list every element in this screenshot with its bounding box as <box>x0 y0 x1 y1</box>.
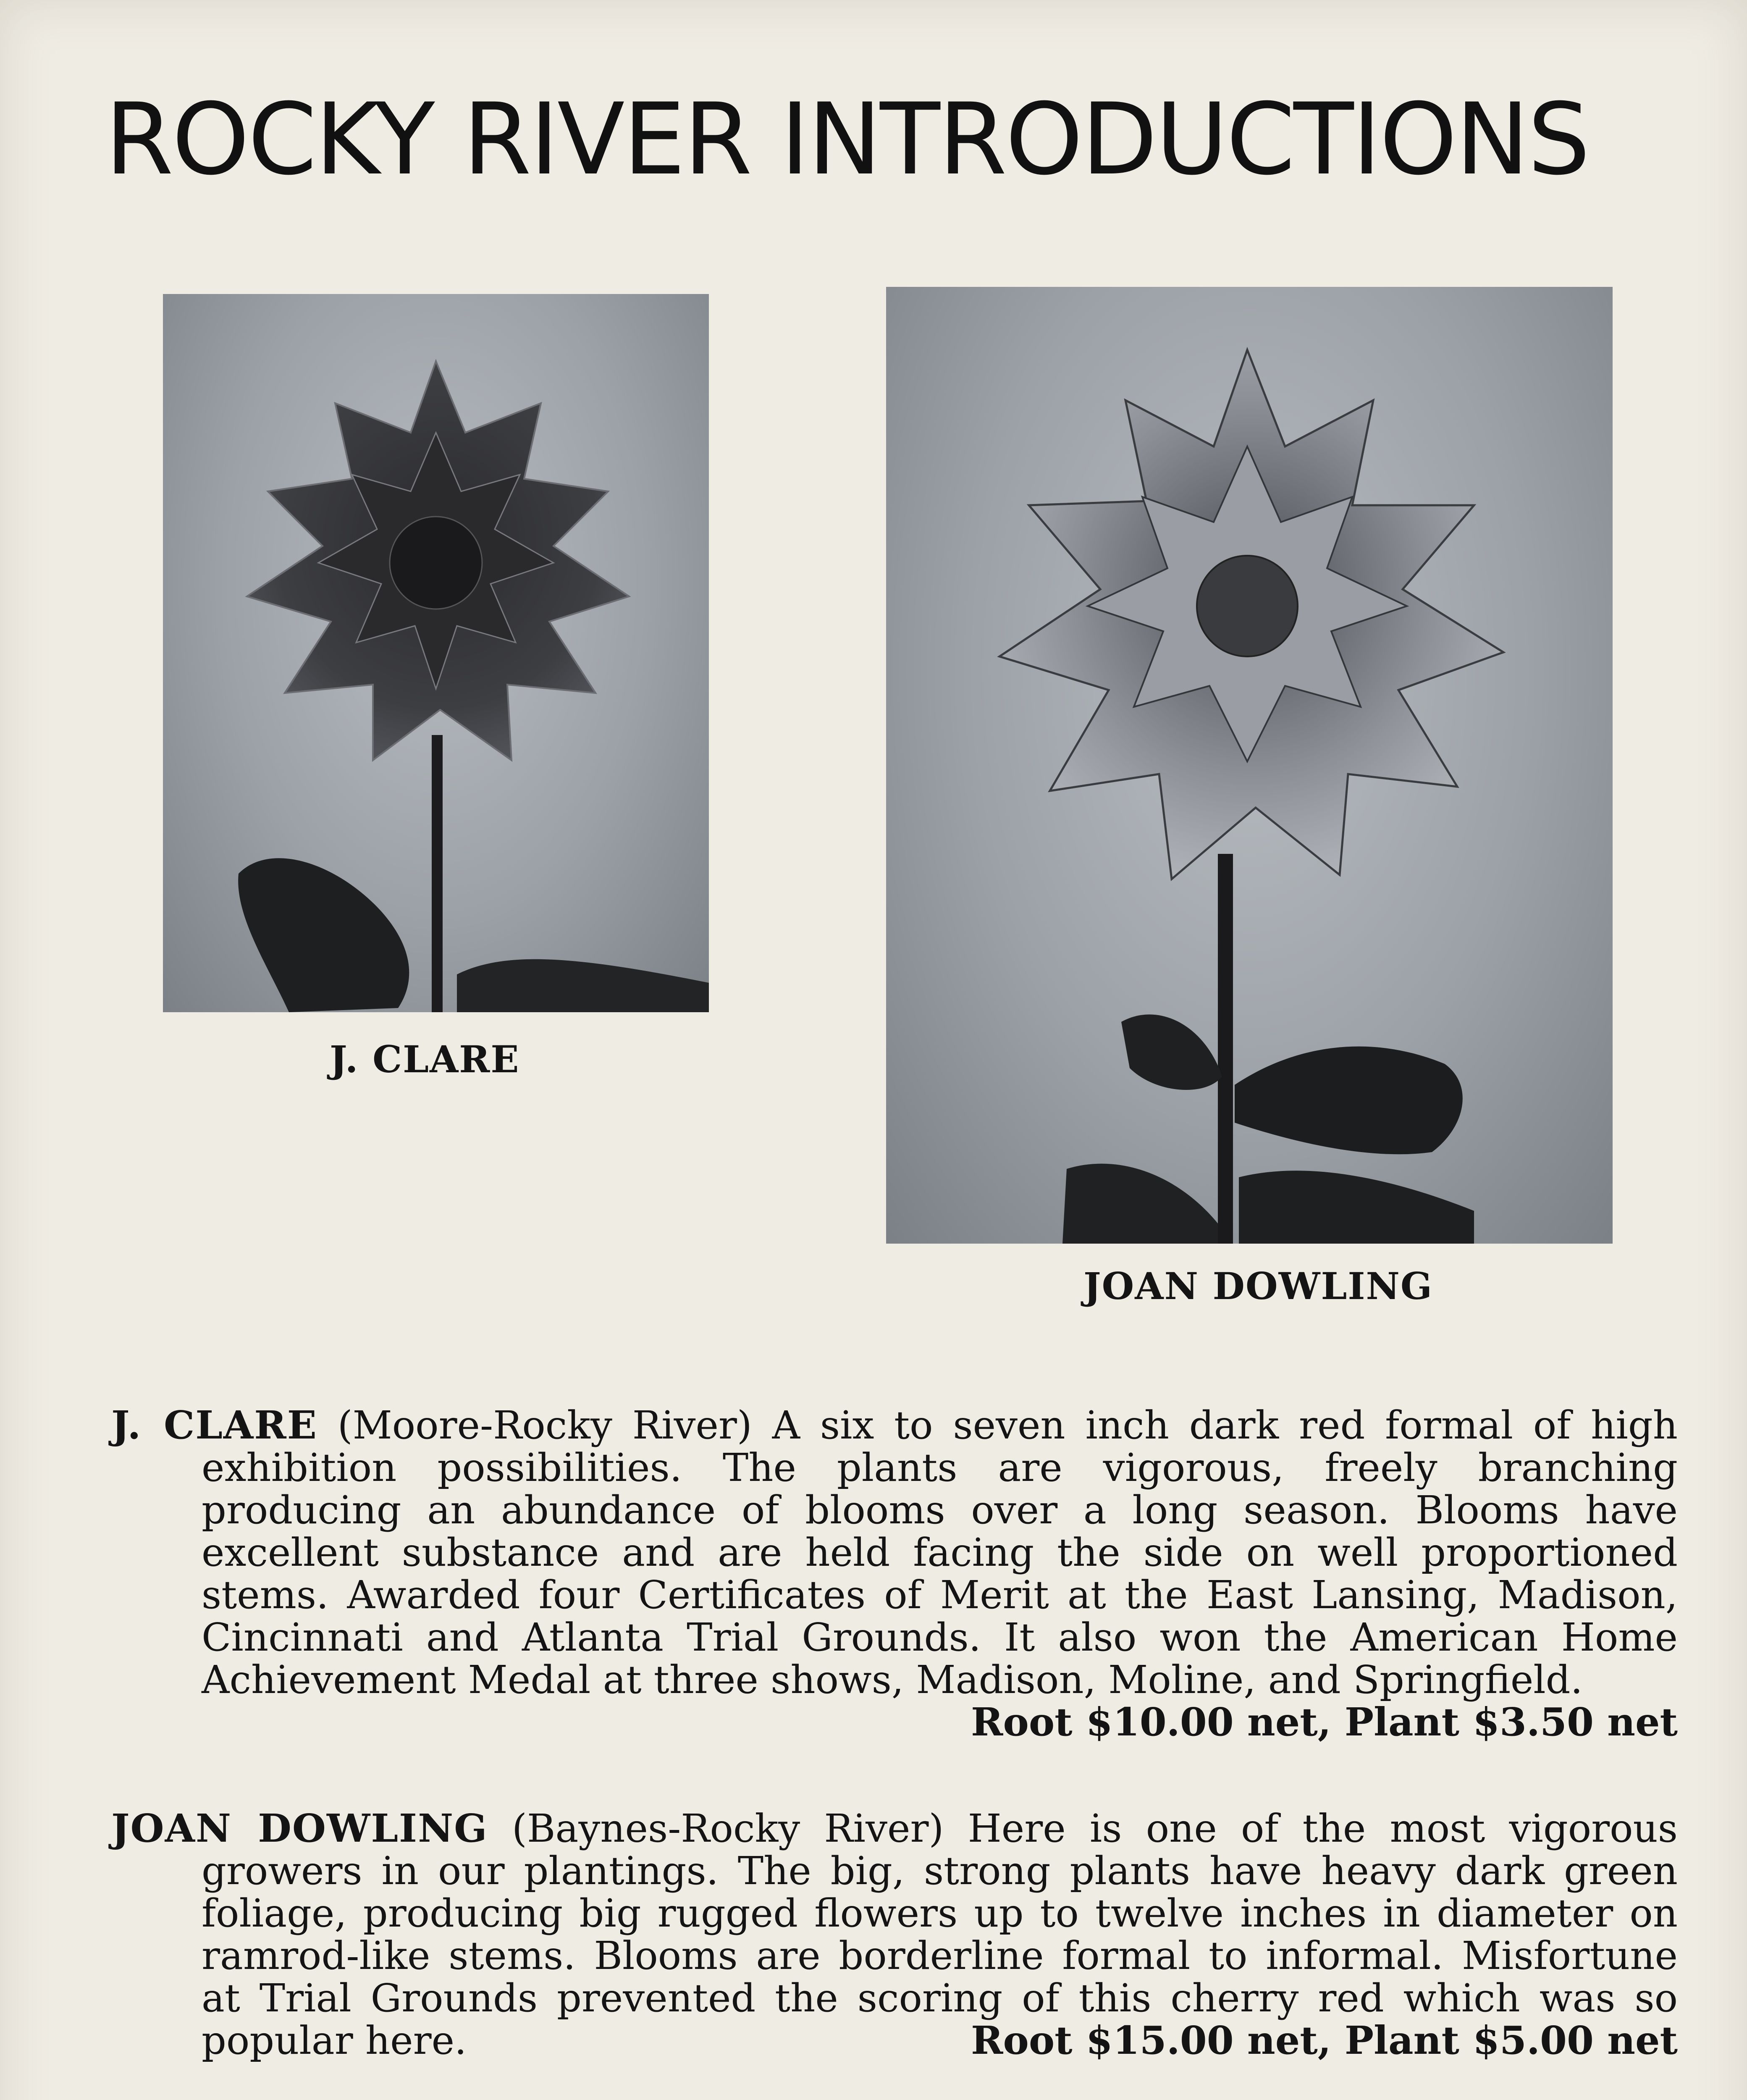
entry-price: Root $10.00 net, Plant $3.50 net <box>971 1699 1678 1745</box>
photo-j-clare <box>163 294 709 1012</box>
entry-name: J. CLARE <box>111 1402 317 1448</box>
entry-description: (Moore-Rocky River) A six to seven inch dark red formal of high exhibition possibilities. The plants are vigorous, freely branching producing an abundance of blooms over a long season. Blooms have excellent substance and are held facing the side on well proportioned stems. Awarded four Certificates of Merit at the East Lansing, Madison, Cincinnati and Atlanta Trial Grounds. It also won the American Home Achievement Medal at three shows, Madison, Moline, and Springfield. <box>202 1403 1678 1702</box>
entry-description: (Baynes-Rocky River) Here is one of the most vigorous growers in our plantings. The big, strong plants have heavy dark green foliage, producing big rugged flowers up to twelve inches in diameter on ramrod-like stems. Blooms are borderline formal to informal. Misfortune at Trial Grounds prevented the scoring of this cherry red which was so popular here. <box>202 1806 1678 2063</box>
photo-joan-dowling <box>886 287 1613 1244</box>
page-title: ROCKY RIVER INTRODUCTIONS <box>105 82 1589 197</box>
entry-name: JOAN DOWLING <box>111 1806 488 1851</box>
dahlia-photo-image <box>886 287 1613 1244</box>
photo-caption-joan-dowling: JOAN DOWLING <box>1083 1264 1433 1308</box>
photo-caption-j-clare: J. CLARE <box>330 1037 520 1081</box>
entry-joan-dowling <box>111 1807 1678 2062</box>
entry-price: Root $15.00 net, Plant $5.00 net <box>971 2018 1678 2063</box>
entry-j-clare <box>111 1404 1678 1743</box>
dahlia-photo-image <box>163 294 709 1012</box>
